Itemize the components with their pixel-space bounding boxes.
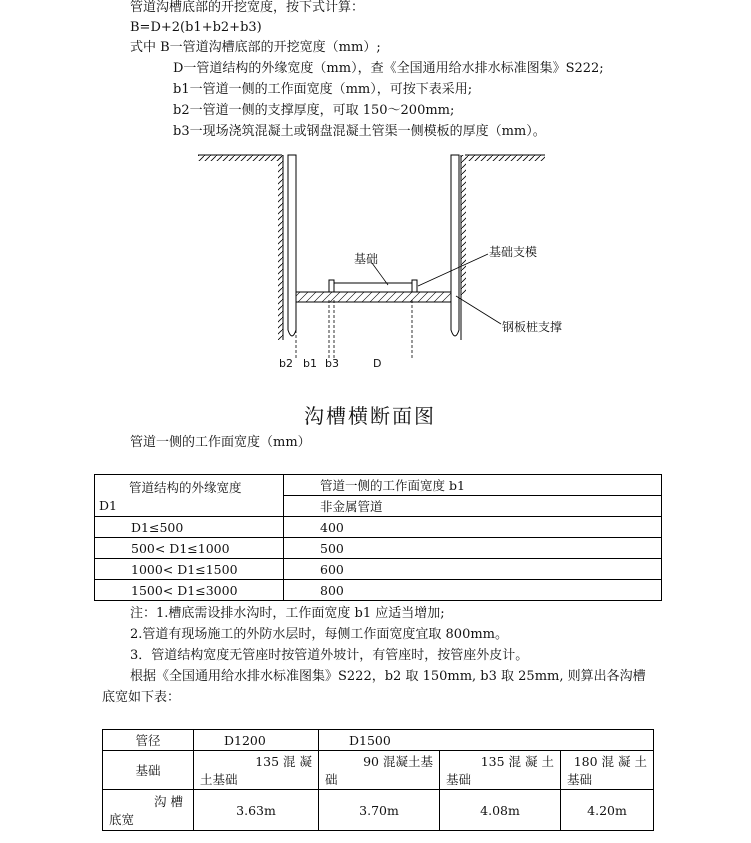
table-cell: 500< D1≤1000 [95,538,284,559]
header-non-metal-pipe: 非金属管道 [284,496,662,517]
formwork-post-left [329,280,334,292]
table-row [95,559,662,580]
table-row [95,580,662,601]
table-row [95,475,662,496]
table-cell [440,751,561,790]
base-type-1-line1: 135 混 凝 [255,754,312,769]
table-cell: 4.08m [440,790,561,831]
formula: B=D+2(b1+b2+b3) [130,20,262,35]
header-trench-width-line1: 沟 槽 [154,794,183,809]
trench-cross-section-diagram [0,0,751,400]
work-face-width-table [94,474,662,601]
base-type-3-line1: 135 混 凝 土 [480,754,554,769]
dim-d: D [373,357,382,370]
base-type-4-line1: 180 混 凝 土 [573,754,647,769]
table-row [103,751,654,790]
header-trench-width-line2: 底宽 [109,812,135,827]
label-foundation: 基础 [354,252,379,266]
definition-d: D一管道结构的外缘宽度（mm），查《全国通用给水排水标准图集》S222; [173,61,604,76]
table-row [95,538,662,559]
note-1: 注：1.槽底需设排水沟时，工作面宽度 b1 应适当增加; [130,606,445,621]
header-outer-width: 管道结构的外缘宽度 [129,480,242,495]
note-3: 3．管道结构宽度无管座时按管道外坡计，有管座时，按管座外皮计。 [130,648,529,663]
note-4: 根据《全国通用给水排水标准图集》S222，b2 取 150mm, b3 取 25mm, 则算出各沟槽 [130,669,646,684]
sheet-pile-left [288,155,296,336]
header-trench-width [103,790,194,831]
table1-title: 管道一侧的工作面宽度（mm） [130,435,311,450]
figure-caption: 沟槽横断面图 [304,404,436,428]
header-outer-width-sub: D1 [99,498,117,513]
table-cell: D1≤500 [95,517,284,538]
trench-wall-right [461,155,466,295]
dim-b3: b3 [325,357,339,370]
base-type-2-line2: 础 [325,772,338,787]
dim-b1: b1 [303,357,317,370]
intro-line: 管道沟槽底部的开挖宽度，按下式计算： [130,0,365,15]
table-cell [561,751,654,790]
formwork-post-right [412,280,417,292]
table-row [103,790,654,831]
ground-right [465,155,545,161]
table-cell: 800 [284,580,662,601]
table-cell: 4.20m [561,790,654,831]
table-cell: 400 [284,517,662,538]
base-type-4-line2: 基础 [567,772,593,787]
table-cell [319,751,440,790]
note-2: 2.管道有现场施工的外防水层时，每侧工作面宽度宜取 800mm。 [130,627,509,642]
definition-b: 式中 B一管道沟槽底部的开挖宽度（mm）; [130,40,381,55]
table-cell: 3.63m [194,790,319,831]
note-4-cont: 底宽如下表： [102,690,181,705]
trench-wall-left [278,155,283,340]
header-base: 基础 [103,751,194,790]
table-header-cell [95,475,284,517]
ground-left [198,155,282,161]
table-cell: 600 [284,559,662,580]
table-cell: 3.70m [319,790,440,831]
header-diameter: 管径 [103,730,194,751]
table-cell [194,751,319,790]
header-work-face: 管道一侧的工作面宽度 b1 [284,475,662,496]
base-type-1-line2: 土基础 [200,772,238,787]
definition-b3: b3一现场浇筑混凝土或钢盘混凝土管渠一侧模板的厚度（mm）。 [173,124,546,139]
header-d1200: D1200 [194,730,319,751]
trench-width-table [102,729,654,831]
table-cell: 1500< D1≤3000 [95,580,284,601]
sheet-pile-right [451,155,459,336]
table-cell: 500 [284,538,662,559]
concrete-base [296,292,451,302]
table-cell: 1000< D1≤1500 [95,559,284,580]
table-row [95,517,662,538]
definition-b1: b1一管道一侧的工作面宽度（mm），可按下表采用; [173,82,473,97]
table-row [103,730,654,751]
label-formwork: 基础支模 [489,245,538,259]
label-sheet-pile: 钢板桩支撑 [502,320,563,334]
definition-b2: b2一管道一侧的支撑厚度，可取 150～200mm; [173,103,455,118]
header-d1500: D1500 [319,730,654,751]
base-type-3-line2: 基础 [446,772,472,787]
dim-b2: b2 [279,357,293,370]
base-type-2-line1: 90 混凝土基 [363,754,433,769]
